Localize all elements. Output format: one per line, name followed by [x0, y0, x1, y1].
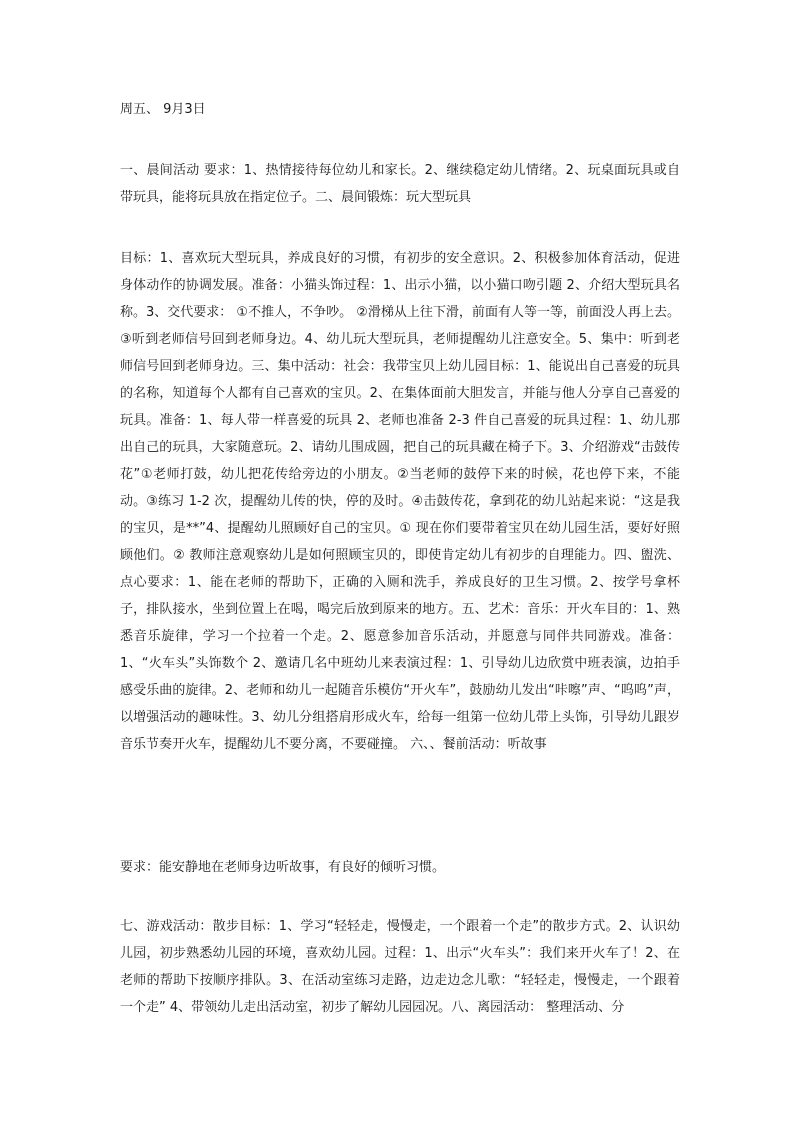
- date-heading: 周五、 9月3日: [120, 102, 206, 117]
- paragraph-game-activity: 七、游戏活动：散步目标：1、学习“轻轻走，慢慢走，一个跟着一个走”的散步方式。2、认识幼儿园，初步熟悉幼儿园的环境，喜欢幼儿园。过程：1、出示“火车头”：我们来开火车了！2、在老师的帮助下按顺序排队。3、在活动室练习走路，边走边念儿歌：“轻轻走，慢慢走，一个跟着一个走” 4、带领幼儿走出活动室，初步了解幼儿园园况。八、离园活动： 整理活动、分: [120, 919, 680, 1015]
- paragraph-requirement: 要求：能安静地在老师身边听故事，有良好的倾听习惯。: [120, 860, 446, 875]
- paragraph-morning-activity: 一、晨间活动 要求：1、热情接待每位幼儿和家长。2、继续稳定幼儿情绪。2、玩桌面玩具或自带玩具，能将玩具放在指定位子。二、晨间锻炼：玩大型玩具: [120, 163, 680, 205]
- paragraph-main-activities: 目标：1、喜欢玩大型玩具，养成良好的习惯，有初步的安全意识。2、积极参加体育活动，促进身体动作的协调发展。准备：小猫头饰过程：1、出示小猫，以小猫口吻引题 2、介绍大型玩具名称。3、交代要求： ①不推人，不争吵。 ②滑梯从上往下滑，前面有人等一等，前面没人再上去。③听到老师信号回到老师身边。4、幼儿玩大型玩具，老师提醒幼儿注意安全。5、集中：听到老师信号回到老师身边。三、集中活动：社会：我带宝贝上幼儿园目标：1、能说出自己喜爱的玩具的名称，知道每个人都有自己喜欢的宝贝。2、在集体面前大胆发言，并能与他人分享自己喜爱的玩具。准备：1、每人带一样喜爱的玩具 2、老师也准备 2-3 件自己喜爱的玩具过程：1、幼儿那出自己的玩具，大家随意玩。2、请幼儿围成圆，把自己的玩具藏在椅子下。3、介绍游戏“击鼓传花”①老师打鼓，幼儿把花传给旁边的小朋友。②当老师的鼓停下来的时候，花也停下来，不能动。③练习 1-2 次，提醒幼儿传的快，停的及时。④击鼓传花，拿到花的幼儿站起来说：“这是我的宝贝，是**”4、提醒幼儿照顾好自己的宝贝。① 现在你们要带着宝贝在幼儿园生活，要好好照顾他们。② 教师注意观察幼儿是如何照顾宝贝的，即使肯定幼儿有初步的自理能力。四、盥洗、点心要求：1、能在老师的帮助下，正确的入厕和洗手，养成良好的卫生习惯。2、按学号拿杯子，排队接水，坐到位置上在喝，喝完后放到原来的地方。五、艺术：音乐：开火车目的：1、熟悉音乐旋律，学习一个拉着一个走。2、愿意参加音乐活动，并愿意与同伴共同游戏。准备：1、“火车头”头饰数个 2、邀请几名中班幼儿来表演过程：1、引导幼儿边欣赏中班表演，边拍手感受乐曲的旋律。2、老师和幼儿一起随音乐模仿“开火车”，鼓励幼儿发出“咔嚓”声、“呜呜”声，以增强活动的趣味性。3、幼儿分组搭肩形成火车，给每一组第一位幼儿带上头饰，引导幼儿跟岁音乐节奏开火车，提醒幼儿不要分离，不要碰撞。 六、、餐前活动：听故事: [120, 251, 680, 752]
